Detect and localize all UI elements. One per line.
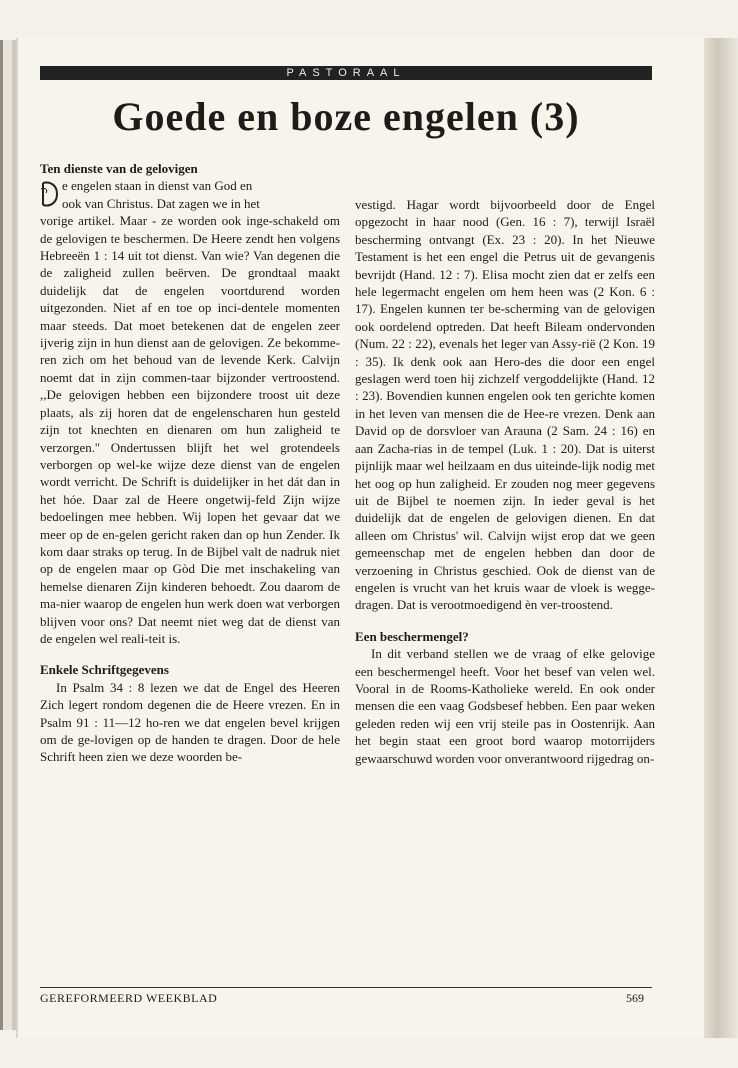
- paragraph-1-rest: vorige artikel. Maar - ze worden ook inge-schakeld om de gelovigen te beschermen. De Heere zendt hen volgens Hebreeën 1 : 14 uit tot dienst. Van wie? Van degenen die de zaligheid zullen beërven. De grondtaal maakt duidelijk dat de engelen voortdurend worden uitgezonden. Niet af en toe op inci-dentele momenten maar steeds. Dat moet betekenen dat de engelen zeer ijverig zijn in hun dienst aan de gelovigen. Ze bekomme-ren zich om het behoud van de levende Kerk. Calvijn noemt dat in zijn commen-taar bijzonder vertroostend. ,,De gelovigen hebben een bijzondere troost uit deze plaats, als zij horen dat de engelenscharen hun gesteld zijn tot knechten en dienaren om hun zaligheid te verzorgen.'' Ondertussen blijft het wel grotendeels verborgen op wel-ke wijze deze dienst van de engelen wordt verricht. De Schrift is duidelijker in het dát dan in het hóe. Daar zal de Heere ongetwij-feld Zijn wijze bedoelingen mee hebben. Wij lopen het gevaar dat we meer op de en-gelen gericht raken dan op hun Zender. Ik kom daar straks op terug. In de Bijbel valt de nadruk niet op de engelen maar op Gòd Die met inschakeling van hemelse dienaren Zijn kinderen behoedt. Zou daarom de ma-nier waarop de engelen hun werk doen wat verborgen blijven voor ons? Dat neemt niet weg dat de dienst van de engelen wel reali-teit is.: [40, 213, 340, 646]
- adjacent-page-edge: [0, 40, 16, 1030]
- footer-rule: [40, 987, 652, 988]
- right-heading: Een beschermengel?: [355, 628, 469, 644]
- paragraph-1: [40, 177, 340, 647]
- left-column: [40, 160, 340, 766]
- paragraph-4: In dit verband stellen we de vraag of elke gelovige een beschermengel heeft. Voor het besef van velen wel. Vooral in de Rooms-Katholieke wereld. En ook onder mensen die een vaag Godsbesef hebben. Een paar weken geleden reden wij een vrij steile pas in Oostenrijk. Aan het begin staat een groot bord waarop motorrijders gewaarschuwd worden voor onverantwoord rijgedrag on-: [355, 646, 655, 766]
- paragraph-2: In Psalm 34 : 8 lezen we dat de Engel des Heeren Zich legert rondom degenen die de Heere vrezen. En in Psalm 91 : 11—12 ho-ren we dat engelen bevel krijgen om de ge-lovigen op de handen te dragen. Door de hele Schrift heen zien we deze woorden be-: [40, 679, 340, 765]
- paragraph-1-first: e engelen staan in dienst van God en: [62, 178, 253, 194]
- paragraph-1-second: ook van Christus. Dat zagen we in het: [62, 195, 260, 211]
- publication-name: GEREFORMEERD WEEKBLAD: [40, 991, 218, 1005]
- left-heading-1: Ten dienste van de gelovigen: [40, 161, 198, 176]
- page-stack-edge: [704, 38, 738, 1038]
- paragraph-3: vestigd. Hagar wordt bijvoorbeeld door de Engel opgezocht in haar nood (Gen. 16 : 7), terwijl Israël bescherming ontvangt (Ex. 23 : 20). In het Nieuwe Testament is het een engel die Petrus uit de gevangenis bevrijdt (Hand. 12 : 7). Elisa mocht zien dat er zelfs een hele legermacht engelen om hem heen was (2 Kon. 6 : 17). Engelen kunnen ter be-scherming van de gelovigen ook oordelend optreden. Dat heeft Bileam ondervonden (Num. 22 : 22), evenals het leger van Assy-rië (2 Kon. 19 : 35). Ik denk ook aan Hero-des die door een engel geslagen werd toen hij zichzelf vergoddelijkte (Hand. 12 : 23). Bovendien kunnen engelen ook ten gerichte komen in het leven van mensen die de Hee-re vrezen. Denk aan David op de dorsvloer van Arauna (2 Sam. 24 : 16) en aan Zacha-rias in de tempel (Luk. 1 : 20). Dat is uiterst pijnlijk maar wel heilzaam en dus uiteinde-lijk nodig met het oog op hun zaligheid. Er zouden nog meer gegevens uit de Bijbel te noemen zijn. In ieder geval is het duidelijk dat de engelen de gelovigen dienen. En dat alleen om Christus' wil. Calvijn wijst erop dat we geen gemeenschap met de engelen hebben dan door de verzoening in Christus geschied. Ook de dienst van de engelen is vrucht van het kruis waar de vloek is wegge-dragen. Dat is verootmoedigend èn ver-troostend.: [355, 197, 655, 613]
- page-number: 569: [626, 991, 644, 1005]
- right-column: [355, 196, 655, 767]
- left-heading-2: Enkele Schriftgegevens: [40, 662, 169, 678]
- section-band: PASTORAAL: [40, 66, 652, 80]
- article-title: Goede en boze engelen (3): [112, 94, 580, 139]
- drop-cap-d-icon: [40, 179, 58, 209]
